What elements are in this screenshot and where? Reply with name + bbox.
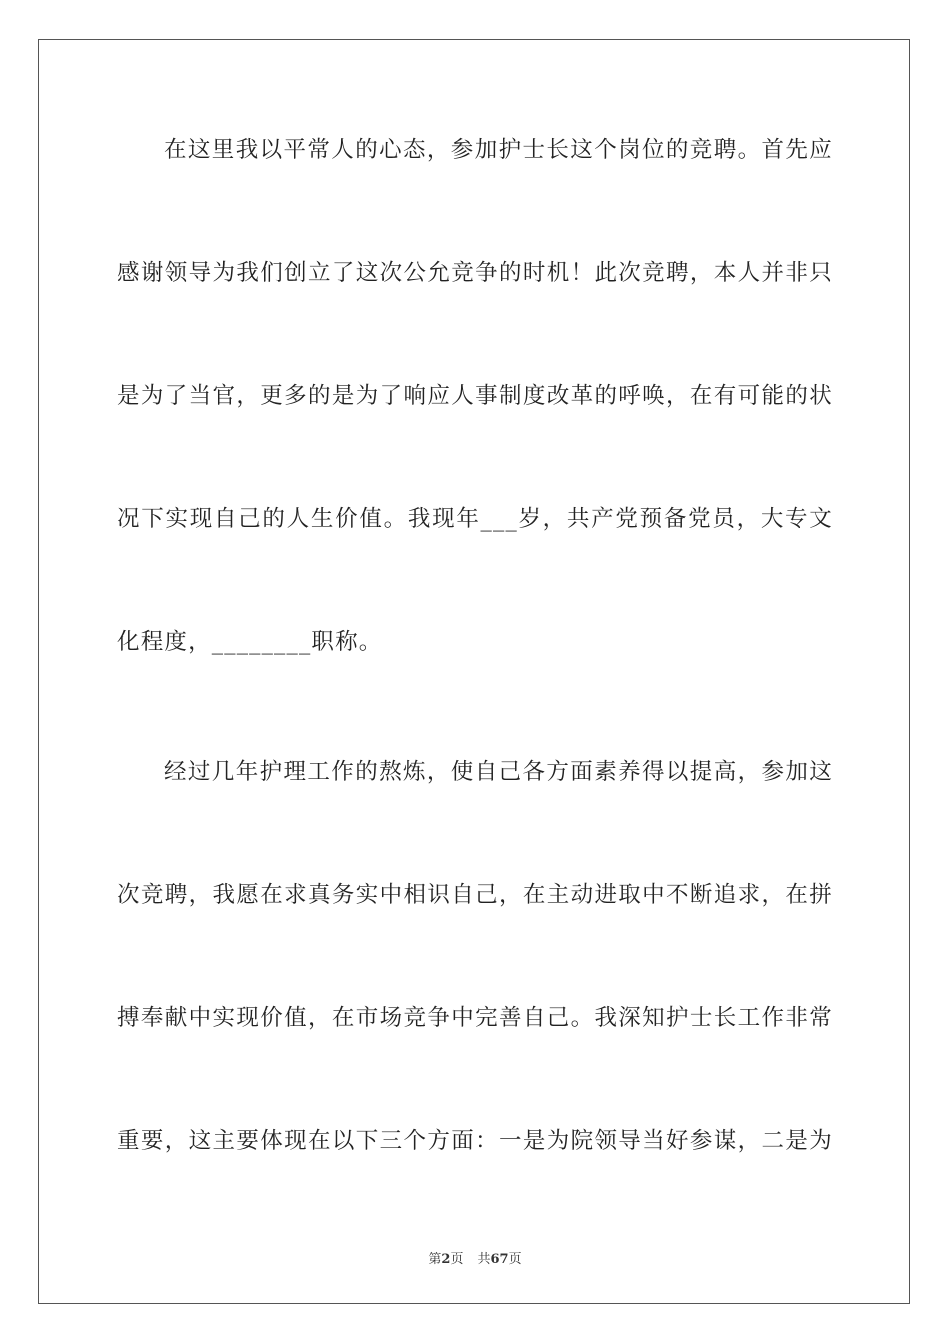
- footer-total-suffix: 页: [508, 1252, 522, 1267]
- paragraph-1-line-5: 化程度，________职称。: [117, 629, 383, 655]
- footer-page-prefix: 第: [428, 1252, 442, 1267]
- footer-page-suffix: 页: [450, 1252, 464, 1267]
- paragraph-1-line-3: 是为了当官，更多的是为了响应人事制度改革的呼唤，在有可能的状: [117, 383, 833, 409]
- paragraph-2-line-3: 搏奉献中实现价值，在市场竞争中完善自己。我深知护士长工作非常: [117, 1005, 833, 1031]
- page-footer: [0, 1248, 950, 1267]
- paragraph-2-line-4: 重要，这主要体现在以下三个方面：一是为院领导当好参谋，二是为: [117, 1128, 833, 1154]
- paragraph-2-line-2: 次竞聘，我愿在求真务实中相识自己，在主动进取中不断追求，在拼: [117, 882, 833, 908]
- paragraph-1-line-2: 感谢领导为我们创立了这次公允竞争的时机！此次竞聘，本人并非只: [117, 260, 833, 286]
- paragraph-2-line-1: 经过几年护理工作的熬炼，使自己各方面素养得以提高，参加这: [164, 759, 833, 785]
- page-border: [38, 39, 910, 1304]
- footer-page-number: 2: [441, 1252, 451, 1267]
- footer-total-prefix: 共: [477, 1252, 491, 1267]
- paragraph-1-line-1: 在这里我以平常人的心态，参加护士长这个岗位的竞聘。首先应: [164, 137, 833, 163]
- paragraph-1-line-4: 况下实现自己的人生价值。我现年___岁，共产党预备党员，大专文: [117, 506, 833, 532]
- footer-total-pages: 67: [490, 1252, 509, 1267]
